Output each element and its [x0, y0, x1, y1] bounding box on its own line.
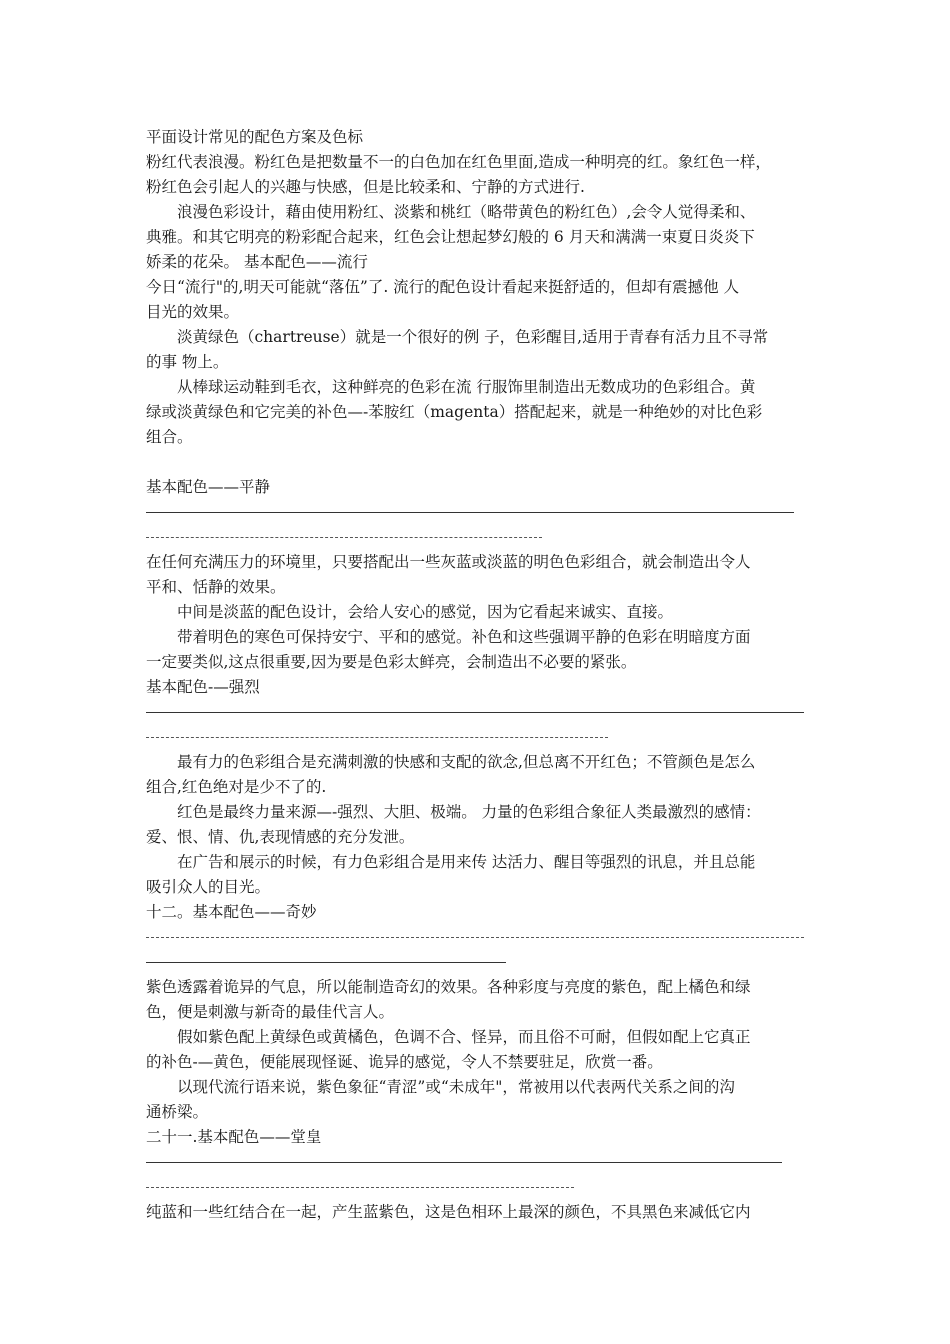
- text-line: 以现代流行语来说，紫色象征“青涩”或“未成年"，常被用以代表两代关系之间的沟: [177, 1078, 735, 1096]
- rule-bar: [146, 937, 804, 938]
- text-line: 紫色透露着诡异的气息，所以能制造奇幻的效果。各种彩度与亮度的紫色，配上橘色和绿: [146, 978, 751, 996]
- text-line: 绿或淡黄绿色和它完美的补色—-苯胺红（magenta）搭配起来，就是一种绝妙的对比色彩: [146, 403, 763, 421]
- separator-rule: [146, 500, 814, 525]
- text-line: 的补色-—黄色，便能展现怪诞、诡异的感觉，令人不禁要驻足，欣赏一番。: [146, 1053, 663, 1071]
- text-line: 吸引众人的目光。: [146, 878, 271, 896]
- text-line: 红色是最终力量来源—-强烈、大胆、极端。 力量的色彩组合象征人类最激烈的感情：: [177, 803, 761, 821]
- text-line: 爱、恨、情、仇,表现情感的充分发泄。: [146, 828, 415, 846]
- rule-bar: [146, 537, 542, 538]
- document-title: 平面设计常见的配色方案及色标: [146, 128, 364, 146]
- text-line: 基本配色-—强烈: [146, 678, 260, 696]
- text-line: 从棒球运动鞋到毛衣，这种鲜亮的色彩在流 行服饰里制造出无数成功的色彩组合。黄: [177, 378, 756, 396]
- text-line: 基本配色——平静: [146, 478, 271, 496]
- text-line: 浪漫色彩设计，藉由使用粉红、淡紫和桃红（略带黄色的粉红色）,会令人觉得柔和、: [177, 203, 756, 221]
- separator-rule: [146, 1150, 814, 1175]
- rule-bar: [146, 737, 608, 738]
- text-line: 在广告和展示的时候，有力色彩组合是用来传 达活力、醒目等强烈的讯息，并且总能: [177, 853, 756, 871]
- document-body: [146, 150, 814, 1225]
- text-line: 在任何充满压力的环境里，只要搭配出一些灰蓝或淡蓝的明色色彩组合，就会制造出令人: [146, 553, 751, 571]
- text-line: 十二。基本配色——奇妙: [146, 903, 317, 921]
- text-line: 今日“流行"的,明天可能就“落伍”了. 流行的配色设计看起来挺舒适的，但却有震撼他 人: [146, 278, 740, 296]
- text-line: 典雅。和其它明亮的粉彩配合起来，红色会让想起梦幻般的 6 月天和满满一束夏日炎炎下: [146, 228, 755, 246]
- separator-rule: [146, 950, 814, 975]
- separator-rule: [146, 1175, 814, 1200]
- text-line: 二十一.基本配色——堂皇: [146, 1128, 322, 1146]
- text-line: 平和、恬静的效果。: [146, 578, 286, 596]
- text-line: 娇柔的花朵。 基本配色——流行: [146, 253, 368, 271]
- text-line: 最有力的色彩组合是充满刺激的快感和支配的欲念,但总离不开红色；不管颜色是怎么: [177, 753, 756, 771]
- separator-rule: [146, 525, 814, 550]
- text-line: 通桥梁。: [146, 1103, 209, 1121]
- text-line: 色，便是刺激与新奇的最佳代言人。: [146, 1003, 395, 1021]
- separator-rule: [146, 925, 814, 950]
- rule-bar: [146, 712, 804, 713]
- separator-rule: [146, 700, 814, 725]
- text-line: 组合,红色绝对是少不了的.: [146, 778, 327, 796]
- rule-bar: [146, 962, 506, 963]
- text-line: 的事 物上。: [146, 353, 229, 371]
- document-page: [146, 125, 814, 1225]
- text-line: 中间是淡蓝的配色设计，会给人安心的感觉，因为它看起来诚实、直接。: [177, 603, 674, 621]
- text-line: 目光的效果。: [146, 303, 240, 321]
- blank-line: [146, 450, 814, 475]
- text-line: 组合。: [146, 428, 193, 446]
- text-line: 粉红色会引起人的兴趣与快感，但是比较柔和、宁静的方式进行.: [146, 178, 585, 196]
- text-line: 假如紫色配上黄绿色或黄橘色，色调不合、怪异，而且俗不可耐，但假如配上它真正: [177, 1028, 751, 1046]
- rule-bar: [146, 512, 794, 513]
- text-line: 粉红代表浪漫。粉红色是把数量不一的白色加在红色里面,造成一种明亮的红。象红色一样，: [146, 153, 771, 171]
- text-line: 淡黄绿色（chartreuse）就是一个很好的例 子，色彩醒目,适用于青春有活力且不寻常: [177, 328, 769, 346]
- rule-bar: [146, 1187, 574, 1188]
- rule-bar: [146, 1162, 782, 1163]
- text-line: 带着明色的寒色可保持安宁、平和的感觉。补色和这些强调平静的色彩在明暗度方面: [177, 628, 751, 646]
- separator-rule: [146, 725, 814, 750]
- text-line: 一定要类似,这点很重要,因为要是色彩太鲜亮，会制造出不必要的紧张。: [146, 653, 637, 671]
- text-line: 纯蓝和一些红结合在一起，产生蓝紫色，这是色相环上最深的颜色，不具黑色来减低它内: [146, 1203, 751, 1221]
